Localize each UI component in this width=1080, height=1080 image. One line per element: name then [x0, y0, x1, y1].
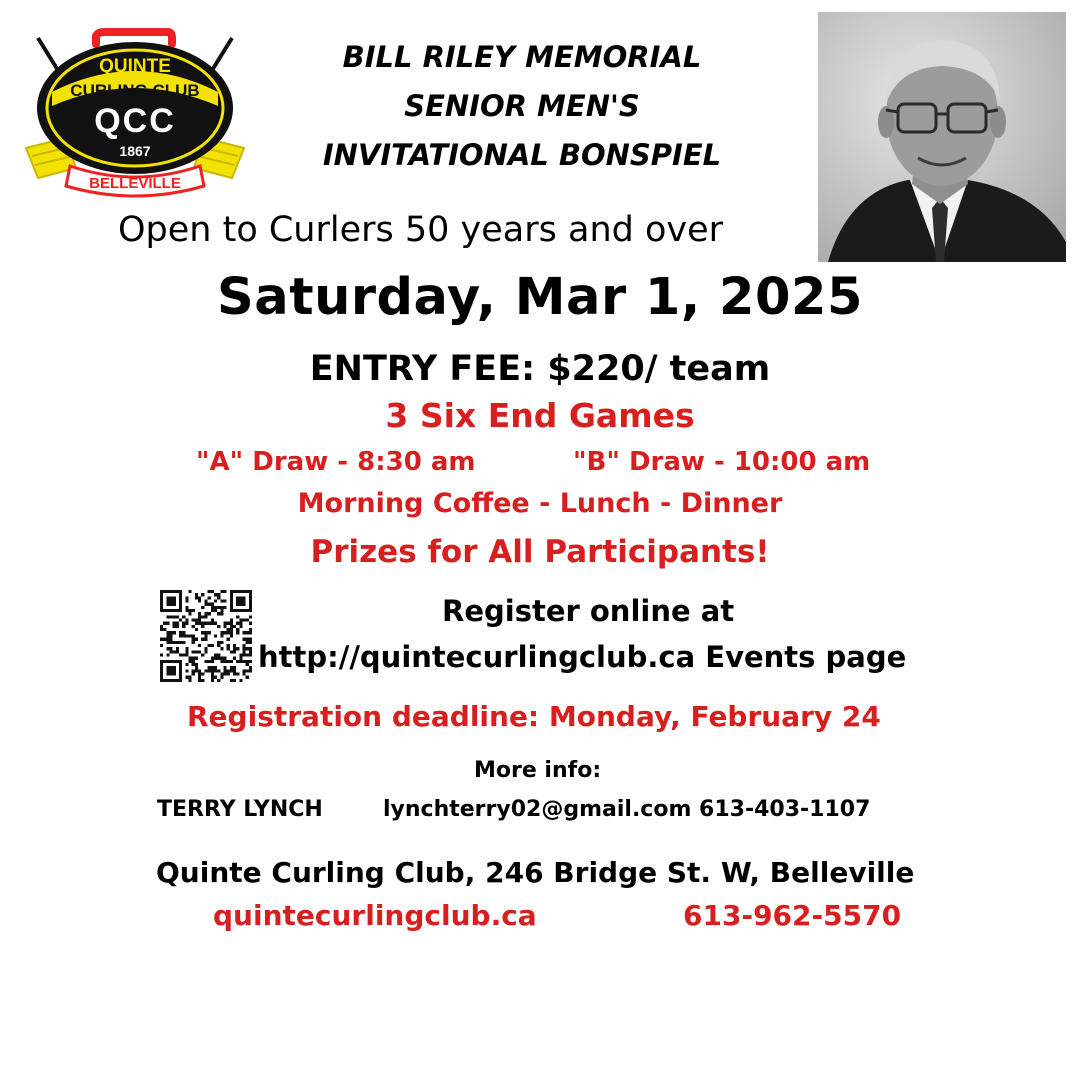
draw-a-time: "A" Draw - 8:30 am [196, 447, 476, 477]
title-line-2: SENIOR MEN'S [404, 89, 640, 123]
registration-deadline: Registration deadline: Monday, February 24 [187, 700, 881, 733]
club-address: Quinte Curling Club, 246 Bridge St. W, Belleville [156, 856, 915, 889]
event-date: Saturday, Mar 1, 2025 [217, 268, 863, 327]
draw-b-time: "B" Draw - 10:00 am [573, 447, 871, 477]
title-line-3: INVITATIONAL BONSPIEL [322, 138, 722, 172]
logo-monogram: QCC [94, 102, 176, 140]
club-website[interactable]: quintecurlingclub.ca [213, 899, 537, 932]
eligibility-text: Open to Curlers 50 years and over [118, 210, 724, 250]
contact-email-phone[interactable]: lynchterry02@gmail.com 613-403-1107 [383, 797, 871, 822]
title-line-1: BILL RILEY MEMORIAL [342, 40, 702, 74]
contact-name: TERRY LYNCH [157, 797, 323, 822]
entry-fee: ENTRY FEE: $220/ team [309, 349, 771, 389]
bill-riley-portrait [818, 12, 1066, 262]
logo-text-curling-club: CURLING CLUB [70, 81, 200, 100]
quinte-curling-club-logo [18, 28, 252, 198]
logo-year: 1867 [119, 143, 151, 159]
register-url[interactable]: http://quintecurlingclub.ca Events page [258, 640, 907, 674]
prizes-info: Prizes for All Participants! [310, 534, 770, 570]
meals-info: Morning Coffee - Lunch - Dinner [297, 488, 783, 519]
logo-city: BELLEVILLE [89, 175, 181, 192]
logo-text-quinte: QUINTE [99, 56, 171, 77]
more-info-heading: More info: [474, 758, 602, 783]
games-info: 3 Six End Games [385, 396, 695, 435]
club-phone[interactable]: 613-962-5570 [683, 899, 902, 932]
register-online-label: Register online at [442, 594, 735, 628]
registration-qr-code[interactable] [160, 590, 252, 682]
